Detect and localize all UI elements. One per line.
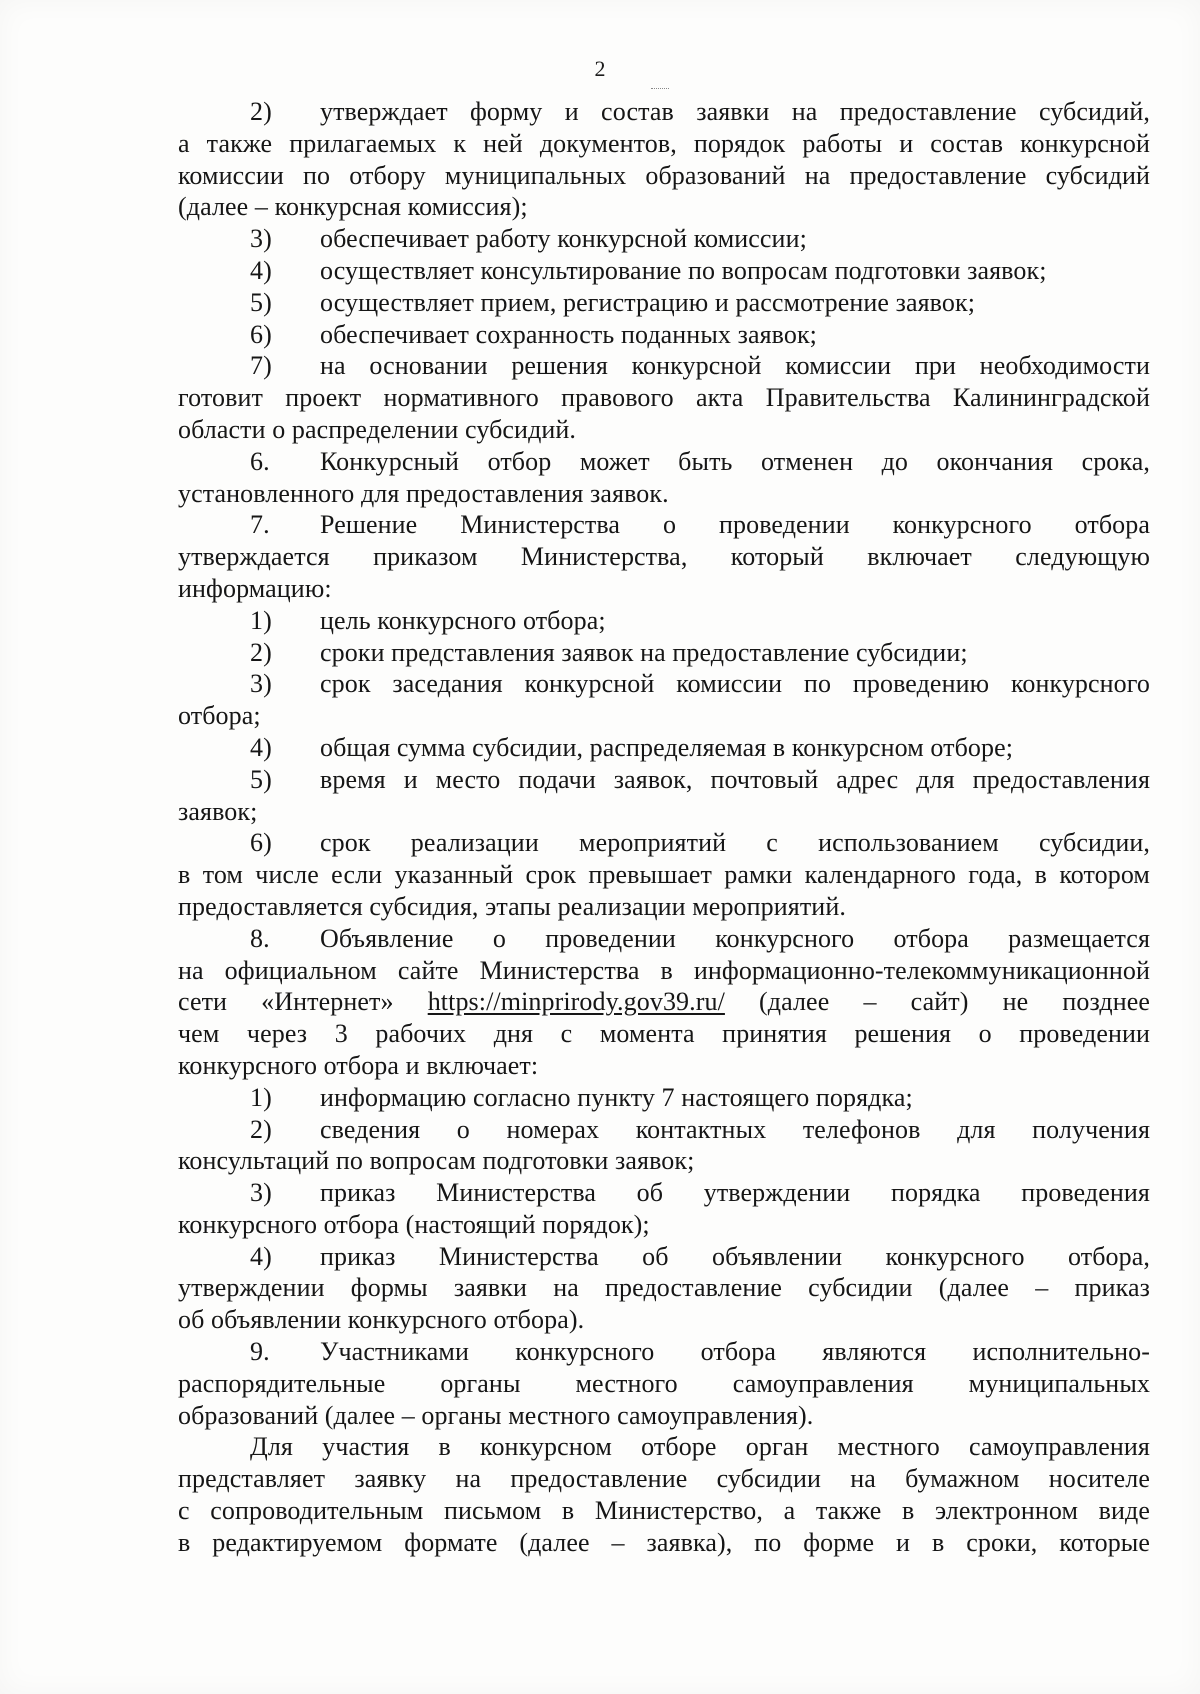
text-line — [178, 1050, 1150, 1082]
item-number: 7) — [250, 351, 272, 381]
text-line — [178, 796, 1150, 828]
line-text: консультаций по вопросам подготовки заявок; — [178, 1146, 695, 1176]
text-line — [178, 986, 1150, 1018]
text-line — [178, 1177, 1150, 1209]
text-line — [178, 923, 1150, 955]
paragraph-text: Для участия в конкурсном отборе орган местного самоуправления — [250, 1432, 1150, 1462]
line-text: в том числе если указанный срок превышает рамки календарного года, в котором — [178, 860, 1150, 890]
item-number: 2) — [250, 1114, 272, 1144]
item-text: цель конкурсного отбора; — [320, 605, 606, 635]
item-number: 3) — [250, 1178, 272, 1208]
text-line — [178, 1145, 1150, 1177]
text-line — [178, 509, 1150, 541]
text-line — [178, 1527, 1150, 1559]
item-number: 2) — [250, 637, 272, 667]
text-line — [178, 1272, 1150, 1304]
item-text: срок реализации мероприятий с использованием субсидии, — [320, 828, 1150, 858]
line-text: комиссии по отбору муниципальных образований на предоставление субсидий — [178, 160, 1150, 190]
item-number: 8. — [250, 923, 270, 953]
item-number: 6. — [250, 446, 270, 476]
item-text: информацию согласно пункту 7 настоящего порядка; — [320, 1082, 913, 1112]
line-text: сети «Интернет» — [178, 987, 428, 1017]
text-line — [178, 827, 1150, 859]
item-text: обеспечивает работу конкурсной комиссии; — [320, 224, 807, 254]
text-line — [178, 955, 1150, 987]
line-text: заявок; — [178, 796, 258, 826]
text-line — [178, 637, 1150, 669]
item-number: 4) — [250, 255, 272, 285]
text-line — [178, 1463, 1150, 1495]
website-link[interactable]: https://minprirody.gov39.ru/ — [427, 987, 725, 1017]
text-line — [178, 1209, 1150, 1241]
line-text: информацию: — [178, 573, 332, 603]
text-line — [178, 1368, 1150, 1400]
line-text: предоставляется субсидия, этапы реализации мероприятий. — [178, 891, 846, 921]
text-line — [178, 732, 1150, 764]
line-text: утверждении формы заявки на предоставление субсидии (далее – приказ — [178, 1273, 1150, 1303]
text-line — [178, 1018, 1150, 1050]
text-line — [178, 541, 1150, 573]
text-line — [178, 859, 1150, 891]
text-line — [178, 319, 1150, 351]
item-text: Решение Министерства о проведении конкурсного отбора — [320, 510, 1150, 540]
line-text: (далее – сайт) не позднее — [724, 987, 1150, 1017]
text-line — [178, 287, 1150, 319]
item-number: 3) — [250, 669, 272, 699]
item-text: общая сумма субсидии, распределяемая в конкурсном отборе; — [320, 732, 1014, 762]
text-line — [178, 128, 1150, 160]
text-line — [178, 891, 1150, 923]
item-number: 1) — [250, 605, 272, 635]
item-number: 3) — [250, 224, 272, 254]
text-line — [178, 478, 1150, 510]
item-number: 4) — [250, 732, 272, 762]
line-text: конкурсного отбора (настоящий порядок); — [178, 1209, 650, 1239]
text-line — [178, 1495, 1150, 1527]
item-text: срок заседания конкурсной комиссии по проведению конкурсного — [320, 669, 1150, 699]
text-line — [178, 160, 1150, 192]
item-number: 1) — [250, 1082, 272, 1112]
item-text: Конкурсный отбор может быть отменен до окончания срока, — [320, 446, 1150, 476]
item-number: 2) — [250, 97, 272, 126]
item-number: 7. — [250, 510, 270, 540]
text-line — [178, 1114, 1150, 1146]
item-number: 5) — [250, 287, 272, 317]
line-text: представляет заявку на предоставление субсидии на бумажном носителе — [178, 1464, 1150, 1494]
item-text: Объявление о проведении конкурсного отбора размещается — [320, 923, 1150, 953]
item-text: утверждает форму и состав заявки на предоставление субсидий, — [320, 97, 1150, 126]
text-line — [178, 446, 1150, 478]
text-line — [178, 191, 1150, 223]
text-line — [178, 1431, 1150, 1463]
text-line — [178, 1336, 1150, 1368]
page-number: 2 — [0, 56, 1200, 82]
line-text: (далее – конкурсная комиссия); — [178, 192, 528, 222]
line-text: области о распределении субсидий. — [178, 414, 577, 444]
line-text: конкурсного отбора и включает: — [178, 1050, 539, 1080]
line-text: чем через 3 рабочих дня с момента принятия решения о проведении — [178, 1019, 1150, 1049]
line-text: готовит проект нормативного правового акта Правительства Калининградской — [178, 383, 1150, 413]
line-text: отбора; — [178, 701, 261, 731]
text-line — [178, 764, 1150, 796]
text-line — [178, 96, 1150, 128]
text-line — [178, 668, 1150, 700]
text-line — [178, 223, 1150, 255]
line-text: об объявлении конкурсного отбора). — [178, 1305, 585, 1335]
text-line — [178, 1304, 1150, 1336]
text-line — [178, 414, 1150, 446]
text-line — [178, 700, 1150, 732]
line-text: распорядительные органы местного самоуправления муниципальных — [178, 1368, 1150, 1398]
text-line — [178, 350, 1150, 382]
document-body — [178, 96, 1150, 1559]
line-text: в редактируемом формате (далее – заявка), по форме и в сроки, которые — [178, 1527, 1150, 1557]
item-text: осуществляет прием, регистрацию и рассмотрение заявок; — [320, 287, 976, 317]
item-text: на основании решения конкурсной комиссии при необходимости — [320, 351, 1150, 381]
line-text: а также прилагаемых к ней документов, порядок работы и состав конкурсной — [178, 128, 1150, 158]
item-number: 6) — [250, 828, 272, 858]
item-number: 6) — [250, 319, 272, 349]
line-text: установленного для предоставления заявок. — [178, 478, 669, 508]
text-line — [178, 382, 1150, 414]
item-number: 5) — [250, 764, 272, 794]
text-line — [178, 573, 1150, 605]
item-text: приказ Министерства об объявлении конкурсного отбора, — [320, 1241, 1150, 1271]
text-line — [178, 605, 1150, 637]
text-line — [178, 1241, 1150, 1273]
item-text: Участниками конкурсного отбора являются исполнительно- — [320, 1337, 1150, 1367]
item-text: приказ Министерства об утверждении порядка проведения — [320, 1178, 1150, 1208]
item-text: время и место подачи заявок, почтовый адрес для предоставления — [320, 764, 1150, 794]
item-number: 4) — [250, 1241, 272, 1271]
item-text: обеспечивает сохранность поданных заявок; — [320, 319, 818, 349]
item-text: сроки представления заявок на предоставление субсидии; — [320, 637, 968, 667]
item-text: сведения о номерах контактных телефонов для получения — [320, 1114, 1150, 1144]
text-line — [178, 255, 1150, 287]
item-text: осуществляет консультирование по вопросам подготовки заявок; — [320, 255, 1047, 285]
line-text: утверждается приказом Министерства, который включает следующую — [178, 542, 1150, 572]
line-text: образований (далее – органы местного самоуправления). — [178, 1400, 814, 1430]
item-number: 9. — [250, 1337, 270, 1367]
line-text: с сопроводительным письмом в Министерство, а также в электронном виде — [178, 1496, 1150, 1526]
line-text: на официальном сайте Министерства в информационно-телекоммуникационной — [178, 955, 1150, 985]
text-line — [178, 1400, 1150, 1432]
text-line — [178, 1082, 1150, 1114]
